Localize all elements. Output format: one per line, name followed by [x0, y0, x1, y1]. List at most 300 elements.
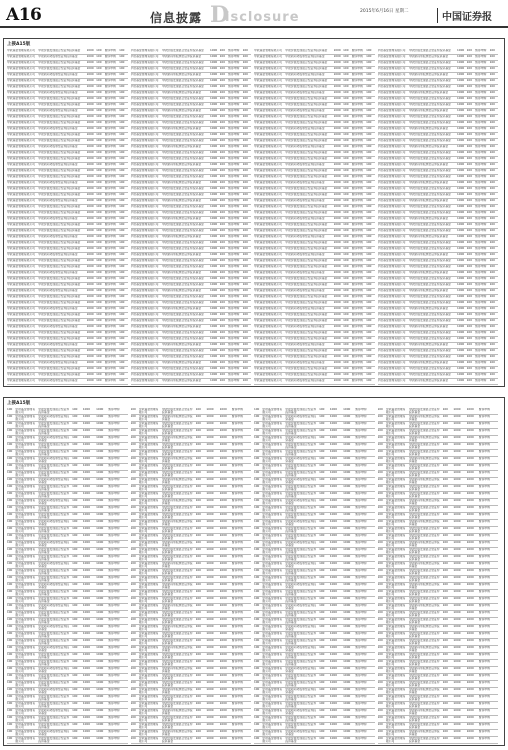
table-cell: 1000 [453, 520, 461, 523]
table-cell: 1000 [329, 534, 338, 537]
table-cell: 中欧基金管理有限公司 [138, 723, 159, 730]
table-cell: 1000 [466, 562, 474, 565]
table-cell: 1000 [210, 73, 218, 76]
table-cell: 暂停申购 [355, 674, 367, 677]
table-cell: 中欧价值发现混合型证券投资基金 [285, 337, 328, 340]
table-cell: 100 [466, 109, 472, 112]
table-cell: 1000 [343, 471, 351, 474]
table-cell: 中欧新趋势股票型证券投资基金 [161, 520, 193, 527]
table-cell: 中欧基金管理有限公司 [262, 674, 283, 681]
table-cell: 1000 [457, 49, 465, 52]
table-cell: 暂停申购 [475, 235, 487, 238]
table-cell: 100 [96, 193, 102, 196]
table-cell: 1000 [210, 133, 218, 136]
table-cell: 1000 [466, 674, 474, 677]
table-cell: 100 [343, 103, 349, 106]
table-cell: 1000 [453, 408, 461, 411]
table-cell: 暂停申购 [231, 541, 243, 544]
table-cell: 100 [72, 478, 78, 481]
table-cell: 中欧价值发现混合型证券投资基金 [408, 169, 451, 172]
table-cell: 中欧新趋势股票型证券投资基金 [285, 271, 325, 274]
table-cell: 1000 [219, 450, 227, 453]
table-cell: 中欧基金管理有限公司 [377, 313, 406, 316]
table-cell: 1000 [329, 464, 338, 467]
table-cell: 100 [130, 450, 136, 453]
table-cell: 中欧价值发现混合型证券投资基金 [161, 151, 204, 154]
table-cell: 100 [219, 97, 225, 100]
table-cell: 100 [377, 702, 383, 705]
table-cell: 中欧基金管理有限公司 [254, 109, 282, 112]
table-cell: 1000 [466, 471, 474, 474]
table-cell: 中欧新趋势股票型证券投资基金 [161, 478, 193, 485]
table-cell: 中欧基金管理有限公司 [138, 576, 159, 583]
table-cell: 100 [195, 730, 201, 733]
table-cell: 1000 [333, 55, 341, 58]
table-cell: 中欧基金管理有限公司 [7, 133, 35, 136]
table-cell: 100 [195, 408, 201, 411]
table-cell: 中欧基金管理有限公司 [138, 569, 159, 576]
table-cell: 1000 [453, 716, 461, 719]
table-cell: 中欧价值发现混合型证券投资基金 [161, 187, 204, 190]
table-cell: 100 [489, 85, 495, 88]
table-cell: 中欧基金管理有限公司 [385, 436, 406, 443]
table-cell: 暂停申购 [475, 283, 487, 286]
table-cell: 100 [7, 646, 13, 649]
table-cell: 中欧基金管理有限公司 [15, 562, 36, 569]
table-cell: 100 [319, 639, 325, 642]
table-cell: 1000 [219, 681, 227, 684]
table-cell: 1000 [333, 211, 341, 214]
table-cell: 100 [254, 541, 260, 544]
table-cell: 中欧价值发现混合型证券投资基金 [285, 115, 328, 118]
table-cell: 1000 [333, 235, 341, 238]
table-cell: 中欧基金管理有限公司 [377, 373, 406, 376]
table-cell: 1000 [86, 85, 94, 88]
table-cell: 暂停申购 [231, 457, 243, 460]
table-cell: 100 [195, 450, 201, 453]
table-cell: 1000 [466, 464, 474, 467]
table-cell: 100 [466, 121, 472, 124]
table-cell: 暂停申购 [355, 562, 367, 565]
table-cell: 1000 [210, 169, 218, 172]
table-cell: 1000 [219, 730, 227, 733]
table-cell: 100 [442, 688, 448, 691]
table-cell: 100 [377, 695, 383, 698]
table-cell: 暂停申购 [475, 295, 487, 298]
table-cell: 1000 [210, 67, 218, 70]
table-cell: 100 [366, 211, 372, 214]
table-cell: 中欧基金管理有限公司 [254, 61, 282, 64]
table-row [7, 736, 128, 744]
table-cell: 100 [466, 199, 472, 202]
table-cell: 1000 [219, 716, 227, 719]
table-cell: 1000 [86, 253, 94, 256]
table-cell: 中欧基金管理有限公司 [138, 660, 159, 667]
table-cell: 1000 [206, 485, 214, 488]
table-cell: 中欧新趋势股票型证券投资基金 [38, 520, 70, 527]
table-cell: 中欧基金管理有限公司 [262, 583, 283, 590]
table-cell: 暂停申购 [475, 325, 487, 328]
table-cell: 100 [254, 562, 260, 565]
table-cell: 暂停申购 [231, 583, 243, 586]
table-cell: 中欧新趋势股票型证券投资基金 [408, 289, 448, 292]
table-cell: 1000 [457, 193, 465, 196]
table-cell: 暂停申购 [108, 555, 120, 558]
table-cell: 100 [343, 247, 349, 250]
table-cell: 100 [219, 121, 225, 124]
table-cell: 中欧基金管理有限公司 [130, 181, 159, 184]
table-cell: 100 [366, 355, 372, 358]
table-cell: 1000 [210, 367, 218, 370]
table-cell: 中欧基金管理有限公司 [138, 541, 159, 548]
table-cell: 1000 [466, 506, 474, 509]
table-cell: 中欧新趋势股票型证券投资基金 [285, 730, 317, 737]
table-cell: 1000 [457, 331, 465, 334]
table-cell: 100 [130, 618, 136, 621]
table-cell: 100 [96, 73, 102, 76]
table-cell: 1000 [206, 569, 214, 572]
table-cell: 中欧价值发现混合型证券投资基金 [161, 121, 204, 124]
table-cell: 中欧价值发现混合型证券投资基金 [408, 723, 440, 730]
table-cell: 中欧基金管理有限公司 [7, 211, 35, 214]
table-cell: 100 [72, 499, 78, 502]
table-cell: 暂停申购 [475, 223, 487, 226]
table-cell: 100 [377, 618, 383, 621]
table-cell: 中欧基金管理有限公司 [385, 604, 406, 611]
table-cell: 100 [466, 295, 472, 298]
table-cell: 100 [130, 534, 136, 537]
table-cell: 100 [466, 79, 472, 82]
table-cell: 100 [72, 415, 78, 418]
table-cell: 100 [219, 205, 225, 208]
table-cell: 1000 [333, 361, 341, 364]
table-cell: 中欧基金管理有限公司 [385, 702, 406, 709]
table-cell: 暂停申购 [475, 61, 487, 64]
table-cell: 1000 [329, 667, 338, 670]
table-cell: 100 [7, 541, 13, 544]
table-cell: 100 [242, 211, 248, 214]
table-cell: 中欧基金管理有限公司 [7, 325, 35, 328]
table-cell: 中欧新趋势股票型证券投资基金 [38, 604, 70, 611]
table-cell: 中欧新趋势股票型证券投资基金 [408, 253, 448, 256]
table-cell: 暂停申购 [475, 139, 487, 142]
table-cell: 1000 [466, 443, 474, 446]
table-cell: 1000 [333, 331, 341, 334]
table-cell: 中欧新趋势股票型证券投资基金 [285, 415, 317, 422]
table-cell: 100 [7, 688, 13, 691]
table-cell: 中欧基金管理有限公司 [130, 223, 159, 226]
table-cell: 100 [489, 301, 495, 304]
table-cell: 中欧价值发现混合型证券投资基金 [161, 175, 204, 178]
table-cell: 暂停申购 [231, 464, 243, 467]
table-cell: 中欧基金管理有限公司 [377, 283, 406, 286]
table-cell: 1000 [96, 471, 104, 474]
table-cell: 中欧价值发现混合型证券投资基金 [285, 548, 317, 555]
table-row [378, 736, 499, 744]
table-cell: 100 [242, 319, 248, 322]
table-cell: 100 [254, 513, 260, 516]
table-cell: 中欧价值发现混合型证券投资基金 [408, 265, 451, 268]
table-cell: 100 [130, 583, 136, 586]
table-cell: 中欧基金管理有限公司 [254, 97, 282, 100]
table-cell: 100 [219, 259, 225, 262]
table-cell: 1000 [96, 527, 104, 530]
table-cell: 1000 [82, 422, 91, 425]
table-cell: 1000 [206, 408, 214, 411]
table-cell: 中欧基金管理有限公司 [254, 55, 282, 58]
table-cell: 1000 [329, 436, 338, 439]
table-cell: 1000 [86, 211, 94, 214]
table-cell: 1000 [457, 217, 465, 220]
table-cell: 100 [366, 349, 372, 352]
table-cell: 中欧价值发现混合型证券投资基金 [408, 534, 440, 541]
table-cell: 1000 [466, 597, 474, 600]
table-cell: 100 [343, 139, 349, 142]
table-cell: 中欧基金管理有限公司 [377, 301, 406, 304]
table-cell: 中欧基金管理有限公司 [7, 217, 35, 220]
table-cell: 100 [119, 295, 125, 298]
table-cell: 中欧新趋势股票型证券投资基金 [161, 325, 201, 328]
table-cell: 1000 [206, 695, 214, 698]
table-cell: 1000 [86, 91, 94, 94]
table-cell: 100 [377, 492, 383, 495]
table-cell: 中欧价值发现混合型证券投资基金 [285, 429, 317, 436]
section-title-initial: D [210, 2, 230, 28]
table-cell: 1000 [466, 450, 474, 453]
table-cell: 中欧基金管理有限公司 [138, 653, 159, 660]
table-cell: 100 [343, 277, 349, 280]
table-cell: 100 [72, 555, 78, 558]
table-cell: 暂停申购 [475, 265, 487, 268]
table-cell: 中欧基金管理有限公司 [254, 325, 282, 328]
table-cell: 中欧基金管理有限公司 [138, 611, 159, 618]
table-cell: 1000 [453, 632, 461, 635]
table-cell: 1000 [82, 534, 91, 537]
table-cell: 中欧基金管理有限公司 [138, 513, 159, 520]
table-cell: 1000 [343, 597, 351, 600]
table-cell: 1000 [210, 277, 218, 280]
table-cell: 100 [7, 702, 13, 705]
table-cell: 100 [96, 379, 102, 382]
table-cell: 暂停申购 [104, 169, 116, 172]
table-cell: 100 [366, 187, 372, 190]
table-cell: 100 [377, 555, 383, 558]
table-cell: 1000 [82, 485, 91, 488]
table-cell: 中欧基金管理有限公司 [377, 265, 406, 268]
table-cell: 1000 [219, 520, 227, 523]
table-cell: 100 [219, 103, 225, 106]
table-cell: 100 [254, 569, 260, 572]
table-cell: 100 [489, 115, 495, 118]
table-cell: 中欧价值发现混合型证券投资基金 [38, 223, 81, 226]
table-cell: 1000 [466, 639, 474, 642]
table-cell: 中欧基金管理有限公司 [262, 709, 283, 716]
table-cell: 中欧价值发现混合型证券投资基金 [38, 301, 81, 304]
table-cell: 1000 [86, 151, 94, 154]
table-cell: 暂停申购 [108, 415, 120, 418]
table-cell: 100 [442, 436, 448, 439]
table-cell: 暂停申购 [355, 513, 367, 516]
table-cell: 100 [7, 709, 13, 712]
table-cell: 暂停申购 [478, 429, 490, 432]
table-cell: 100 [119, 313, 125, 316]
table-cell: 中欧价值发现混合型证券投资基金 [161, 576, 193, 583]
table-cell: 1000 [82, 492, 91, 495]
table-cell: 中欧价值发现混合型证券投资基金 [38, 139, 81, 142]
table-cell: 1000 [82, 443, 91, 446]
table-cell: 100 [366, 121, 372, 124]
table-cell: 中欧基金管理有限公司 [138, 478, 159, 485]
table-cell: 中欧价值发现混合型证券投资基金 [285, 611, 317, 618]
table-cell: 1000 [343, 541, 351, 544]
table-cell: 中欧价值发现混合型证券投资基金 [38, 737, 70, 744]
table-cell: 100 [130, 681, 136, 684]
table-cell: 1000 [96, 485, 104, 488]
table-cell: 100 [130, 667, 136, 670]
table-cell: 100 [219, 181, 225, 184]
table-cell: 1000 [96, 576, 104, 579]
table-cell: 中欧基金管理有限公司 [130, 235, 159, 238]
table-cell: 100 [377, 443, 383, 446]
table-cell: 1000 [333, 223, 341, 226]
table-cell: 暂停申购 [475, 181, 487, 184]
table-cell: 暂停申购 [351, 241, 363, 244]
table-cell: 中欧基金管理有限公司 [15, 436, 36, 443]
table-cell: 中欧新趋势股票型证券投资基金 [408, 271, 448, 274]
table-cell: 100 [242, 73, 248, 76]
table-cell: 暂停申购 [355, 415, 367, 418]
table-cell: 100 [195, 646, 201, 649]
table-cell: 100 [7, 695, 13, 698]
table-cell: 暂停申购 [231, 520, 243, 523]
table-cell: 中欧新趋势股票型证券投资基金 [38, 55, 78, 58]
table-cell: 100 [7, 485, 13, 488]
table-cell: 中欧基金管理有限公司 [7, 319, 35, 322]
table-cell: 暂停申购 [478, 492, 490, 495]
table-cell: 暂停申购 [475, 259, 487, 262]
table-cell: 中欧基金管理有限公司 [377, 187, 406, 190]
table-cell: 100 [442, 590, 448, 593]
table-cell: 中欧基金管理有限公司 [138, 408, 159, 415]
table-cell: 100 [96, 289, 102, 292]
table-cell: 中欧基金管理有限公司 [254, 145, 282, 148]
table-cell: 中欧基金管理有限公司 [15, 625, 36, 632]
table-cell: 100 [219, 163, 225, 166]
table-cell: 中欧基金管理有限公司 [385, 422, 406, 429]
table-cell: 1000 [343, 457, 351, 460]
table-cell: 暂停申购 [475, 163, 487, 166]
table-cell: 1000 [457, 151, 465, 154]
table-cell: 100 [254, 730, 260, 733]
table-cell: 100 [96, 307, 102, 310]
table-cell: 暂停申购 [351, 121, 363, 124]
table-cell: 暂停申购 [108, 471, 120, 474]
table-cell: 1000 [333, 187, 341, 190]
table-cell: 暂停申购 [231, 688, 243, 691]
table-cell: 100 [489, 211, 495, 214]
table-cell: 1000 [86, 289, 94, 292]
table-cell: 中欧价值发现混合型证券投资基金 [161, 485, 193, 492]
table-cell: 暂停申购 [351, 157, 363, 160]
table-cell: 100 [343, 295, 349, 298]
table-cell: 100 [366, 277, 372, 280]
table-cell: 1000 [206, 527, 214, 530]
table-cell: 中欧基金管理有限公司 [138, 485, 159, 492]
table-cell: 中欧价值发现混合型证券投资基金 [38, 79, 81, 82]
table-cell: 1000 [343, 485, 351, 488]
table-cell: 暂停申购 [475, 379, 487, 382]
table-cell: 1000 [329, 492, 338, 495]
table-cell: 100 [319, 513, 325, 516]
table-cell: 1000 [453, 506, 461, 509]
table-cell: 100 [7, 415, 13, 418]
table-cell: 中欧价值发现混合型证券投资基金 [161, 301, 204, 304]
table-cell: 1000 [329, 422, 338, 425]
table-cell: 100 [242, 151, 248, 154]
table-cell: 100 [219, 349, 225, 352]
table-cell: 中欧价值发现混合型证券投资基金 [408, 674, 440, 681]
table-cell: 暂停申购 [475, 361, 487, 364]
table-cell: 中欧基金管理有限公司 [254, 199, 282, 202]
table-cell: 中欧基金管理有限公司 [262, 667, 283, 674]
table-cell: 1000 [343, 730, 351, 733]
table-cell: 100 [489, 139, 495, 142]
table-cell: 暂停申购 [478, 653, 490, 656]
table-cell: 暂停申购 [351, 73, 363, 76]
table-cell: 1000 [453, 653, 461, 656]
table-cell: 暂停申购 [228, 133, 240, 136]
table-cell: 100 [343, 223, 349, 226]
table-cell: 100 [119, 361, 125, 364]
table-cell: 暂停申购 [228, 283, 240, 286]
table-cell: 中欧基金管理有限公司 [254, 139, 282, 142]
table-cell: 中欧基金管理有限公司 [138, 639, 159, 646]
table-cell: 100 [254, 681, 260, 684]
table-cell: 1000 [457, 139, 465, 142]
table-cell: 中欧基金管理有限公司 [254, 67, 282, 70]
table-cell: 中欧新趋势股票型证券投资基金 [38, 289, 78, 292]
table-cell: 1000 [210, 205, 218, 208]
table-cell: 1000 [453, 695, 461, 698]
table-cell: 中欧价值发现混合型证券投资基金 [161, 702, 193, 709]
table-cell: 暂停申购 [355, 506, 367, 509]
table-cell: 中欧基金管理有限公司 [385, 478, 406, 485]
table-cell: 100 [319, 730, 325, 733]
table-cell: 暂停申购 [231, 674, 243, 677]
table-cell: 100 [366, 151, 372, 154]
table-cell: 100 [72, 695, 78, 698]
table-cell: 暂停申购 [108, 492, 120, 495]
table-cell: 中欧基金管理有限公司 [15, 611, 36, 618]
table-cell: 暂停申购 [478, 422, 490, 425]
table-cell: 1000 [333, 373, 341, 376]
table-cell: 中欧基金管理有限公司 [377, 205, 406, 208]
table-cell: 1000 [333, 181, 341, 184]
table-cell: 中欧新趋势股票型证券投资基金 [408, 109, 448, 112]
table-cell: 暂停申购 [478, 534, 490, 537]
table-cell: 100 [119, 61, 125, 64]
table-cell: 中欧新趋势股票型证券投资基金 [38, 583, 70, 590]
table-cell: 1000 [86, 73, 94, 76]
table-cell: 100 [195, 681, 201, 684]
table-cell: 暂停申购 [108, 639, 120, 642]
table-cell: 暂停申购 [355, 660, 367, 663]
table-cell: 暂停申购 [104, 139, 116, 142]
table-cell: 100 [377, 485, 383, 488]
table-cell: 中欧基金管理有限公司 [15, 513, 36, 520]
table-cell: 100 [489, 67, 495, 70]
table-cell: 中欧新趋势股票型证券投资基金 [285, 688, 317, 695]
